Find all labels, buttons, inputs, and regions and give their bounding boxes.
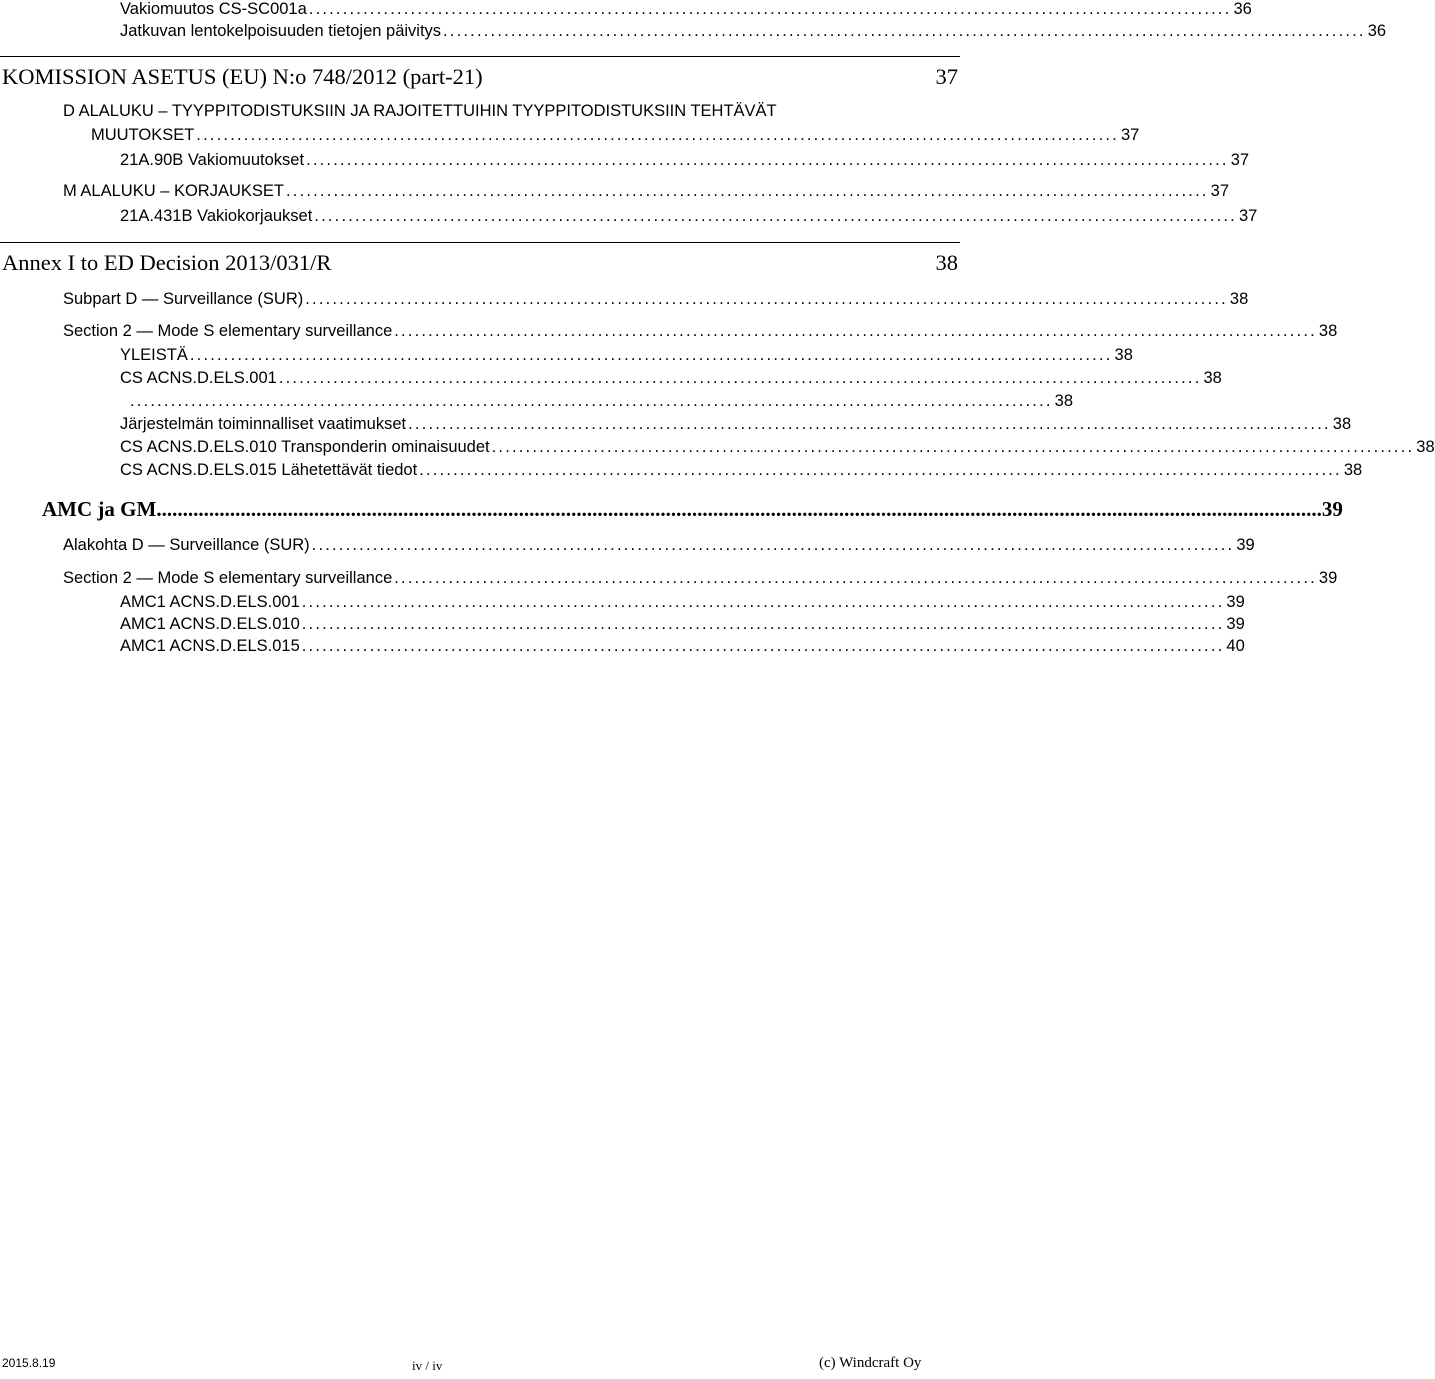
toc-chapter-page: 38: [935, 250, 958, 275]
toc-entry[interactable]: [63, 102, 958, 121]
toc-entry-page: 39: [1226, 615, 1245, 633]
toc-entry-page: 39: [1318, 569, 1338, 587]
toc-entry[interactable]: [120, 0, 1252, 19]
toc-entry[interactable]: [120, 415, 1352, 434]
toc-leader-dots: ........................................................................................................................................: [286, 182, 1209, 200]
toc-entry-title: YLEISTÄ: [120, 346, 188, 364]
footer-copyright: (c) Windcraft Oy: [819, 1355, 922, 1371]
toc-entry-page: 38: [1318, 322, 1338, 340]
toc-leader-dots: ........................................................................................................................................: [419, 461, 1342, 479]
toc-entry[interactable]: [120, 369, 1222, 388]
toc-entry-title: Järjestelmän toiminnalliset vaatimukset: [120, 415, 407, 433]
toc-entry-page: 37: [1210, 182, 1230, 200]
chapter-rule: [0, 56, 960, 57]
toc-entry[interactable]: [120, 593, 1245, 612]
toc-entry-page: 39: [1236, 536, 1255, 554]
toc-leader-dots: ........................................................................................................................................: [443, 22, 1366, 40]
toc-entry[interactable]: [120, 151, 1250, 170]
toc-entry-title: Section 2 — Mode S elementary surveillance: [63, 569, 393, 587]
toc-entry-title: D ALALUKU – TYYPPITODISTUKSIIN JA RAJOITETTUIHIN TYYPPITODISTUKSIIN TEHTÄVÄT: [63, 102, 777, 120]
toc-entry-page: 37: [1230, 151, 1250, 169]
toc-entry-title: 21A.431B Vakiokorjaukset: [120, 207, 313, 225]
toc-chapter[interactable]: [42, 497, 1343, 522]
toc-entry-title: CS ACNS.D.ELS.010 Transponderin ominaisuudet: [120, 438, 490, 456]
toc-entry[interactable]: [120, 207, 1258, 226]
toc-leader-dots: ........................................................................................................................................: [196, 126, 1119, 144]
toc-entry-title: 21A.90B Vakiomuutokset: [120, 151, 305, 169]
toc-leader-dots: ........................................................................................................................................: [301, 637, 1225, 655]
toc-entry-page: 36: [1233, 0, 1252, 18]
toc-chapter-page: 39: [1321, 497, 1343, 521]
toc-leader-dots: ........................................................................................................................................: [306, 151, 1229, 169]
toc-entry-page: 38: [1332, 415, 1352, 433]
toc-leader-dots: ........................................................................................................................................: [314, 207, 1237, 225]
toc-leader-dots: ........................................................................................................................................: [394, 569, 1317, 587]
toc-entry-title: Vakiomuutos CS-SC001a: [120, 0, 307, 18]
toc-entry-page: 38: [1054, 392, 1074, 410]
toc-entry-title: M ALALUKU – KORJAUKSET: [63, 182, 284, 200]
toc-leader-dots: ........................................................................................................................................: [189, 346, 1113, 364]
toc-entry[interactable]: [120, 461, 1363, 480]
toc-chapter-page: 37: [935, 64, 958, 89]
toc-leader-dots: ........................................................................................................................................: [130, 392, 1053, 410]
toc-entry[interactable]: [63, 290, 1249, 309]
toc-entry-title: MUUTOKSET: [91, 126, 195, 144]
toc-entry[interactable]: [120, 615, 1245, 634]
toc-entry-page: 38: [1229, 290, 1249, 308]
toc-leader-dots: ..............................................................................................................................................................................................................................: [156, 497, 1322, 521]
toc-leader-dots: ........................................................................................................................................: [394, 322, 1317, 340]
toc-entry-page: 36: [1367, 22, 1387, 40]
toc-entry-page: 39: [1226, 593, 1245, 611]
toc-entry-page: 40: [1226, 637, 1245, 655]
toc-leader-dots: ........................................................................................................................................: [305, 290, 1228, 308]
toc-entry[interactable]: [120, 346, 1133, 365]
toc-entry-page: 38: [1203, 369, 1222, 387]
toc-entry[interactable]: [63, 569, 1338, 588]
toc-chapter-title: Annex I to ED Decision 2013/031/R: [2, 250, 332, 275]
toc-leader-dots: ........................................................................................................................................: [408, 415, 1331, 433]
toc-entry[interactable]: [91, 126, 1140, 145]
footer-page-indicator: iv / iv: [412, 1358, 443, 1373]
toc-entry-title: Alakohta D — Surveillance (SUR): [63, 536, 310, 554]
toc-entry-title: Jatkuvan lentokelpoisuuden tietojen päivitys: [120, 22, 442, 40]
toc-entry[interactable]: [120, 438, 1435, 457]
toc-chapter[interactable]: [2, 250, 958, 276]
toc-entry-title: Subpart D — Surveillance (SUR): [63, 290, 304, 308]
toc-leader-dots: ........................................................................................................................................: [308, 0, 1232, 18]
toc-entry-page: 38: [1343, 461, 1363, 479]
toc-leader-dots: ........................................................................................................................................: [301, 593, 1225, 611]
toc-chapter-title: KOMISSION ASETUS (EU) N:o 748/2012 (part-21): [2, 64, 483, 89]
toc-entry-title: CS ACNS.D.ELS.001: [120, 369, 277, 387]
toc-entry[interactable]: [63, 182, 1230, 201]
toc-entry[interactable]: [120, 22, 1387, 41]
toc-entry[interactable]: [120, 637, 1245, 656]
toc-leader-dots: ........................................................................................................................................: [491, 438, 1415, 456]
toc-entry-page: 38: [1416, 438, 1435, 456]
toc-leader-space: [333, 250, 933, 276]
toc-leader-space: [485, 64, 934, 90]
toc-entry-page: 37: [1120, 126, 1140, 144]
chapter-rule: [0, 242, 960, 243]
toc-leader-dots: ........................................................................................................................................: [301, 615, 1225, 633]
toc-leader-dots: ........................................................................................................................................: [311, 536, 1235, 554]
footer-date: 2015.8.19: [2, 1356, 56, 1370]
toc-entry-title: AMC1 ACNS.D.ELS.001: [120, 593, 300, 611]
toc-entry-title: AMC1 ACNS.D.ELS.010: [120, 615, 300, 633]
toc-entry[interactable]: [120, 392, 1074, 411]
toc-entry-page: 38: [1114, 346, 1133, 364]
toc-entry-title: AMC1 ACNS.D.ELS.015: [120, 637, 300, 655]
toc-entry-title: CS ACNS.D.ELS.015 Lähetettävät tiedot: [120, 461, 418, 479]
toc-entry[interactable]: [63, 322, 1338, 341]
toc-chapter[interactable]: [2, 64, 958, 90]
toc-chapter-title: AMC ja GM: [42, 497, 157, 521]
toc-entry[interactable]: [63, 536, 1255, 555]
toc-entry-page: 37: [1238, 207, 1258, 225]
toc-leader-dots: ........................................................................................................................................: [278, 369, 1202, 387]
toc-entry-title: Section 2 — Mode S elementary surveillance: [63, 322, 393, 340]
